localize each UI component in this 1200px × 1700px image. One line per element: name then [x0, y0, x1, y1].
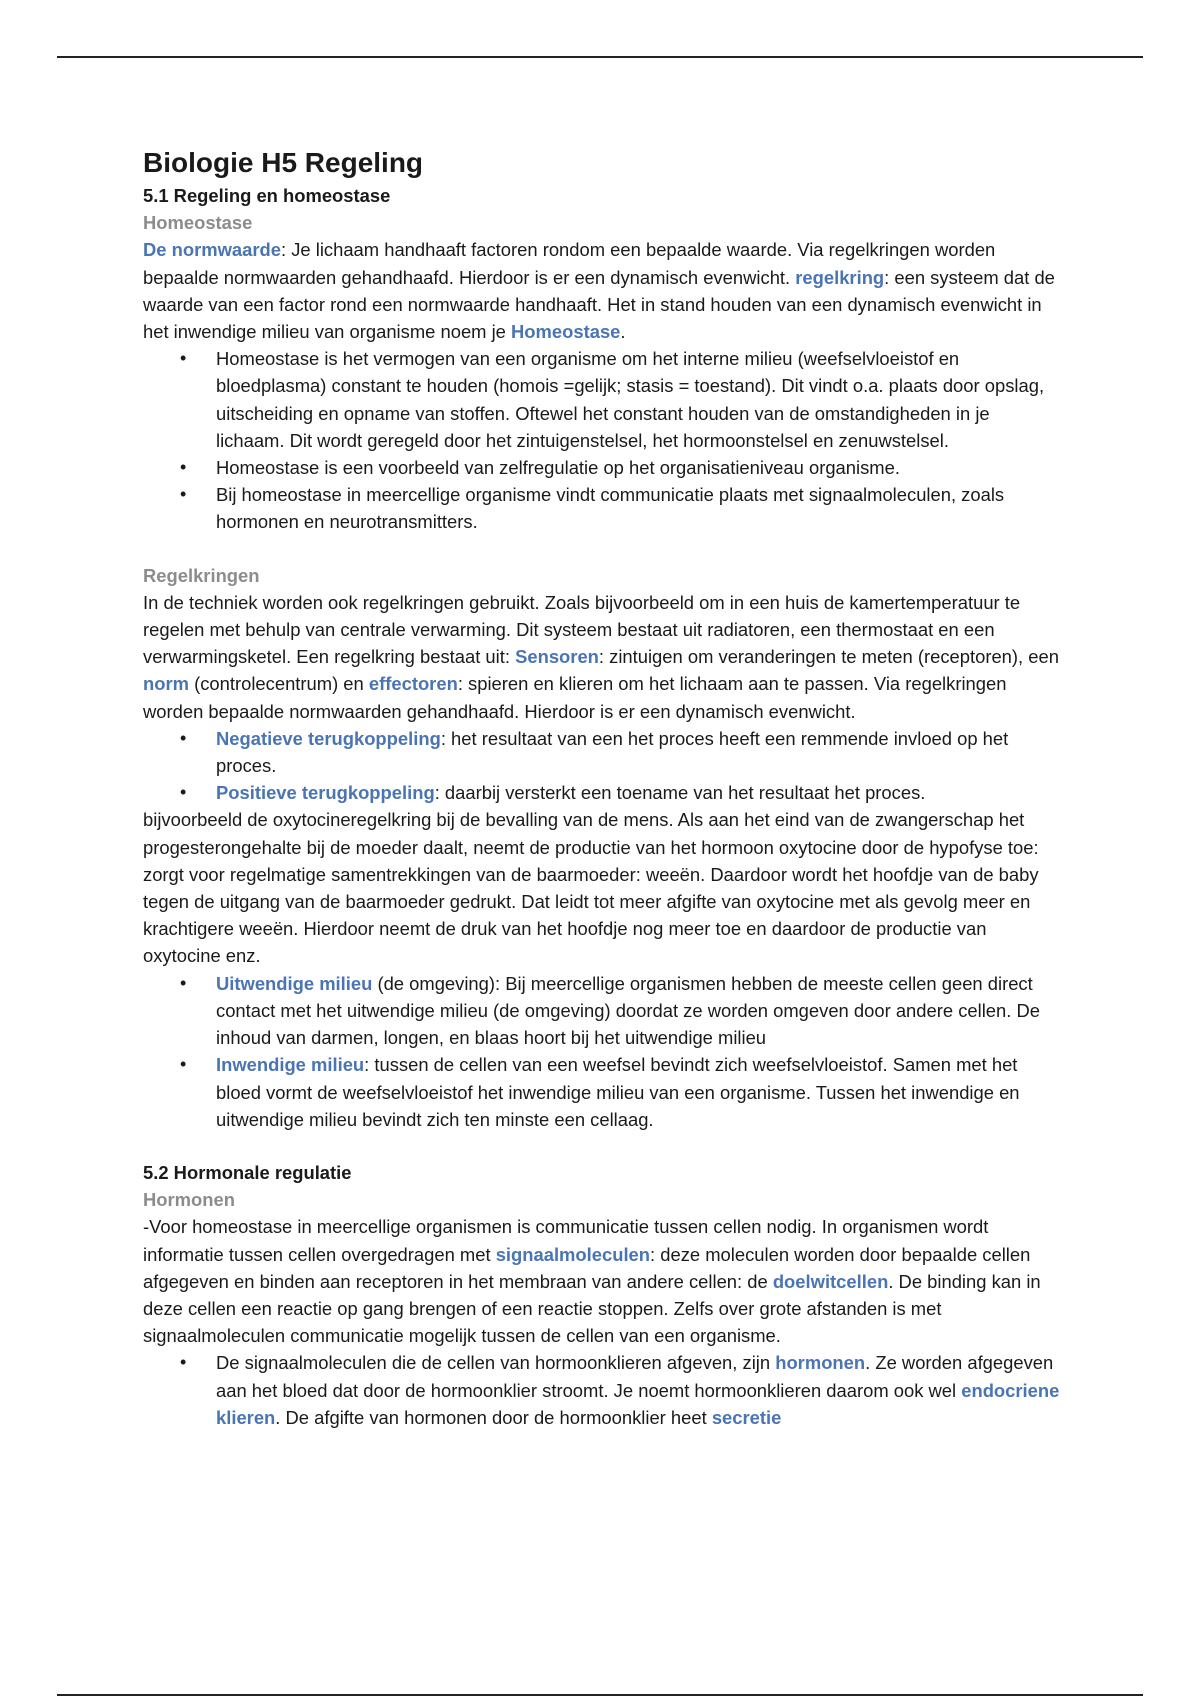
footer-rule	[57, 1694, 1143, 1696]
paragraph-normwaarde: De normwaarde: Je lichaam handhaaft factoren rondom een bepaalde waarde. Via regelkringen worden bepaalde normwaarden gehandhaafd. Hierdoor is er een dynamisch evenwicht. regelkring: een systeem dat de waarde van een factor rond een normwaarde handhaaft. Het in stand houden van een dynamisch evenwicht in het inwendige milieu van organisme noem je Homeostase.	[143, 239, 1055, 343]
keyword-normwaarde: De normwaarde	[143, 239, 281, 261]
keyword-regelkring: regelkring	[795, 266, 885, 288]
paragraph-oxytocine: bijvoorbeeld de oxytocineregelkring bij de bevalling van de mens. Als aan het eind van de zwangerschap het progesterongehalte bij de moeder daalt, neemt de productie van het hormoon oxytocine door de hypofyse toe: zorgt voor regelmatige samentrekkingen van de baarmoeder: weeën. Daardoor wordt het hoofdje van de baby tegen de uitgang van de baarmoeder gedrukt. Dat leidt tot meer afgifte van oxytocine met als gevolg meer en krachtigere weeën. Hierdoor neemt de druk van het hoofdje nog meer toe en daardoor de productie van oxytocine enz.	[143, 809, 1039, 967]
hormonen-list	[143, 1349, 1063, 1431]
subheading-homeostase: Homeostase	[143, 212, 253, 234]
keyword-sensoren: Sensoren	[515, 646, 599, 668]
list-item: • Homeostase is het vermogen van een organisme om het interne milieu (weefselvloeistof en bloedplasma) constant te houden (homois =gelijk; stasis = toestand). Dit vindt o.a. plaats door opslag, uitscheiding en opname van stoffen. Oftewel het constant houden van de omstandigheden in je lichaam. Dit wordt geregeld door het zintuigenstelsel, het hormoonstelsel en zenuwstelsel.	[143, 345, 1063, 454]
keyword-uitwendige-milieu: Uitwendige milieu	[216, 972, 373, 994]
document-body	[143, 146, 1063, 1431]
keyword-hormonen: hormonen	[775, 1352, 866, 1374]
subheading-regelkringen: Regelkringen	[143, 564, 260, 586]
terugkoppeling-list	[143, 725, 1063, 807]
keyword-negatieve-terugkoppeling: Negatieve terugkoppeling	[216, 727, 441, 749]
document-title: Biologie H5 Regeling	[143, 147, 424, 178]
keyword-homeostase: Homeostase	[511, 321, 621, 343]
list-item: • Positieve terugkoppeling: daarbij versterkt een toename van het resultaat het proces.	[143, 779, 1063, 806]
list-item: • De signaalmoleculen die de cellen van hormoonklieren afgeven, zijn hormonen. Ze worden afgegeven aan het bloed dat door de hormoonklier stroomt. Je noemt hormoonklieren daarom ook wel endocriene klieren. De afgifte van hormonen door de hormoonklier heet secretie	[143, 1349, 1063, 1431]
keyword-endocriene-klieren: endocriene klieren	[216, 1379, 1060, 1428]
header-rule	[57, 56, 1143, 58]
homeostase-list	[143, 345, 1063, 535]
milieu-list	[143, 970, 1063, 1133]
keyword-effectoren: effectoren	[368, 673, 458, 695]
list-item: • Homeostase is een voorbeeld van zelfregulatie op het organisatieniveau organisme.	[143, 454, 1063, 481]
section-heading-5-2: 5.2 Hormonale regulatie	[143, 1161, 352, 1183]
keyword-secretie: secretie	[711, 1406, 782, 1428]
paragraph-hormonen: -Voor homeostase in meercellige organismen is communicatie tussen cellen nodig. In organismen wordt informatie tussen cellen overgedragen met signaalmoleculen: deze moleculen worden door bepaalde cellen afgegeven en binden aan receptoren in het membraan van andere cellen: de doelwitcellen. De binding kan in deze cellen een reactie op gang brengen of een reactie stoppen. Zelfs over grote afstanden is met signaalmoleculen communicatie mogelijk tussen de cellen van een organisme.	[143, 1216, 1041, 1347]
keyword-positieve-terugkoppeling: Positieve terugkoppeling	[216, 782, 435, 804]
list-item: • Bij homeostase in meercellige organisme vindt communicatie plaats met signaalmoleculen, zoals hormonen en neurotransmitters.	[143, 481, 1063, 535]
keyword-norm: norm	[143, 673, 189, 695]
section-heading-5-1: 5.1 Regeling en homeostase	[143, 185, 391, 206]
paragraph-regelkringen: In de techniek worden ook regelkringen gebruikt. Zoals bijvoorbeeld om in een huis de kamertemperatuur te regelen met behulp van centrale verwarming. Dit systeem bestaat uit radiatoren, een thermostaat en een verwarmingsketel. Een regelkring bestaat uit: Sensoren: zintuigen om veranderingen te meten (receptoren), een norm (controlecentrum) en effectoren: spieren en klieren om het lichaam aan te passen. Via regelkringen worden bepaalde normwaarden gehandhaafd. Hierdoor is er een dynamisch evenwicht.	[143, 591, 1059, 722]
keyword-inwendige-milieu: Inwendige milieu	[216, 1054, 365, 1076]
list-item: • Uitwendige milieu (de omgeving): Bij meercellige organismen hebben de meeste cellen geen direct contact met het uitwendige milieu (de omgeving) doordat ze worden omgeven door andere cellen. De inhoud van darmen, longen, en blaas hoort bij het uitwendige milieu	[143, 970, 1063, 1052]
list-item: • Inwendige milieu: tussen de cellen van een weefsel bevindt zich weefselvloeistof. Samen met het bloed vormt de weefselvloeistof het inwendige milieu van een organisme. Tussen het inwendige en uitwendige milieu bevindt zich ten minste een cellaag.	[143, 1051, 1063, 1133]
keyword-doelwitcellen: doelwitcellen	[772, 1270, 889, 1292]
list-item: • Negatieve terugkoppeling: het resultaat van een het proces heeft een remmende invloed op het proces.	[143, 725, 1063, 779]
subheading-hormonen: Hormonen	[143, 1189, 235, 1211]
keyword-signaalmoleculen: signaalmoleculen	[495, 1243, 651, 1265]
